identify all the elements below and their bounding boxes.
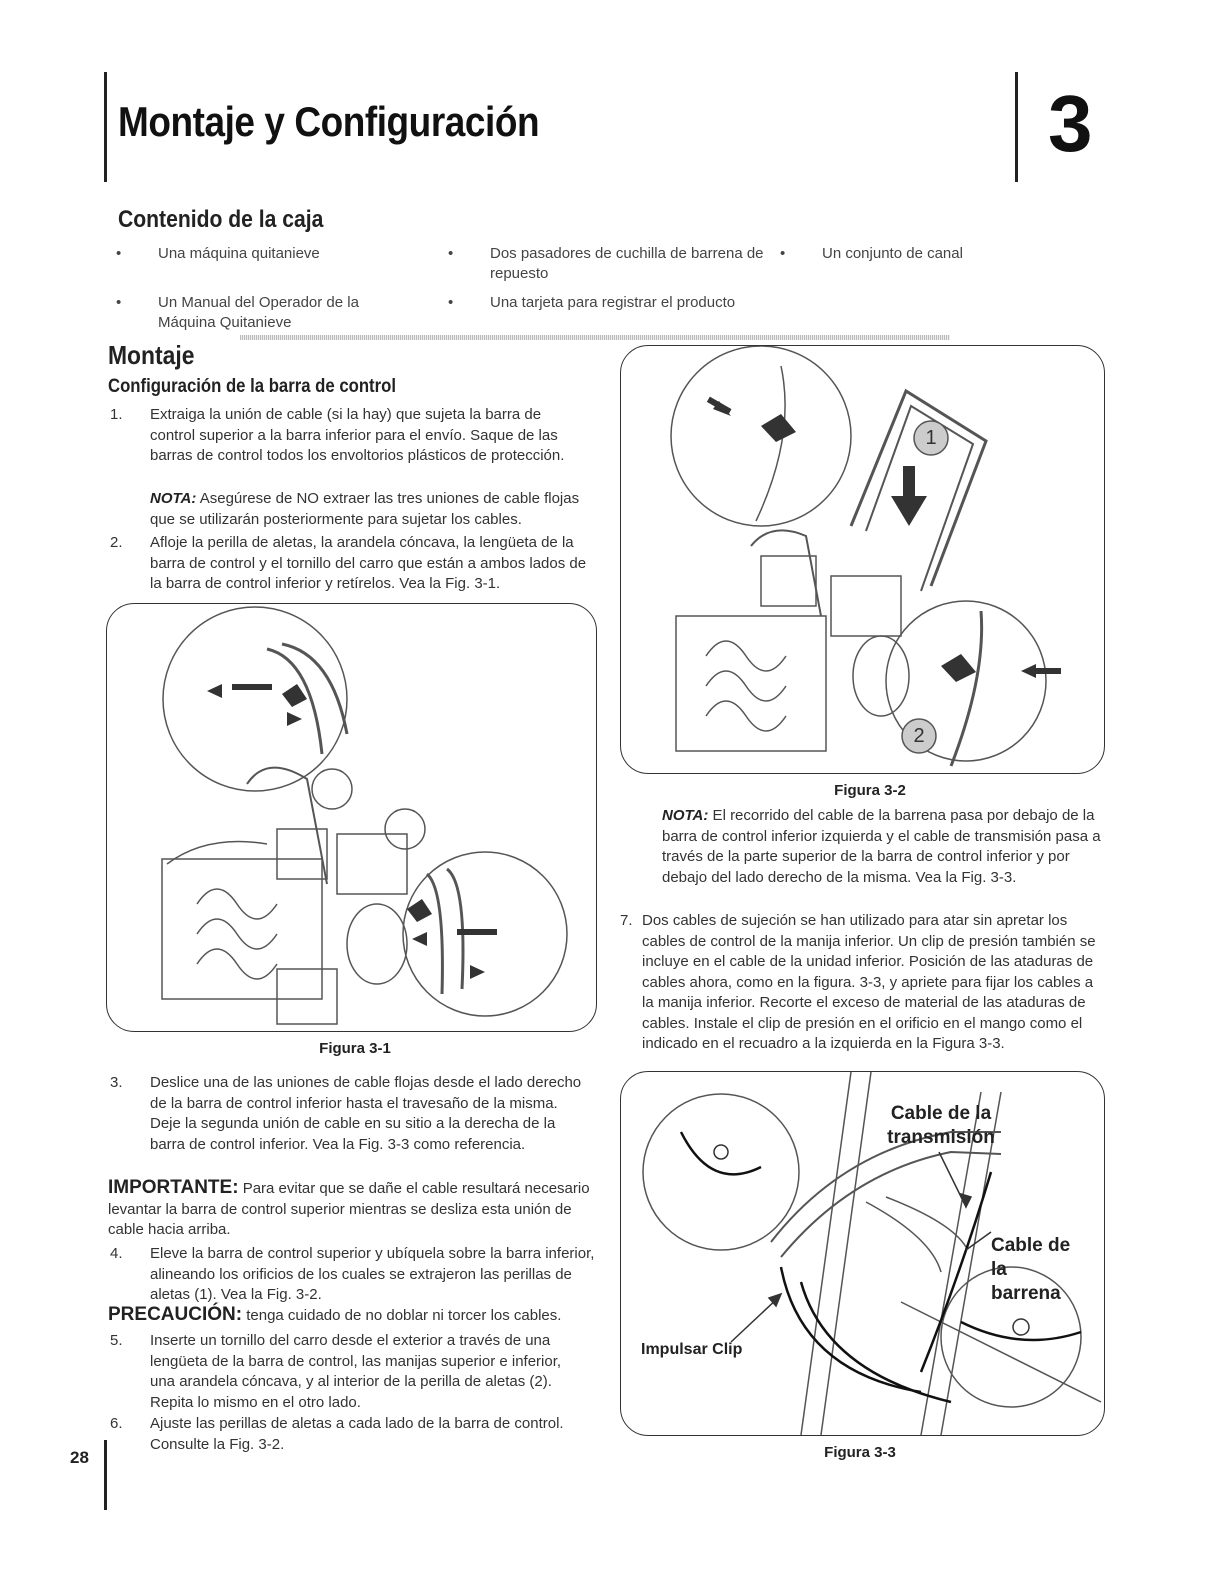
figure-3-3 (620, 1071, 1105, 1436)
nota-1: NOTA: Asegúrese de NO extraer las tres uniones de cable flojas que se utilizarán posteriormente para sujetar los cables. (150, 490, 580, 528)
assembly-subheading: Configuración de la barra de control (108, 376, 397, 397)
section-divider (240, 335, 950, 340)
figure-3-1-illustration (107, 604, 596, 1031)
footer-rule (104, 1440, 107, 1510)
figure-3-3-caption: Figura 3-3 (824, 1444, 896, 1461)
contents-heading: Contenido de la caja (118, 206, 324, 233)
precaucion-note: PRECAUCIÓN: tenga cuidado de no doblar ni torcer los cables. (108, 1304, 562, 1325)
figure-3-2-caption: Figura 3-2 (834, 782, 906, 799)
header-right-rule (1015, 72, 1018, 182)
detail-circle-top (163, 607, 347, 791)
chapter-number: 3 (1048, 79, 1093, 168)
importante-note: IMPORTANTE: Para evitar que se dañe el cable resultará necesario levantar la barra de control superior mientras se desliza esta unión de cable hacia arriba. (108, 1177, 590, 1238)
figure-3-2 (620, 345, 1105, 774)
figure-3-2-marker-1: 1 (925, 427, 937, 449)
detail-circle-top (671, 346, 851, 526)
label-cable-barrena: Cable de la barrena (991, 1235, 1071, 1304)
label-impulsar-clip: Impulsar Clip (641, 1341, 743, 1358)
label-cable-transmision: Cable de la transmisión (887, 1103, 995, 1148)
nota-2: NOTA: El recorrido del cable de la barrena pasa por debajo de la barra de control inferior izquierda y el cable de transmisión pasa a través de la parte superior de la barra de control inferior y por debajo del lado derecho de la misma. Vea la Fig. 3-3. (662, 807, 1101, 886)
assembly-heading: Montaje (108, 340, 195, 370)
figure-3-2-illustration (621, 346, 1104, 773)
page-number: 28 (70, 1448, 89, 1467)
figure-3-1-caption: Figura 3-1 (319, 1040, 391, 1057)
figure-3-2-marker-2: 2 (913, 725, 925, 747)
header-left-rule (104, 72, 107, 182)
figure-3-1 (106, 603, 597, 1032)
page-title: Montaje y Configuración (118, 98, 540, 145)
